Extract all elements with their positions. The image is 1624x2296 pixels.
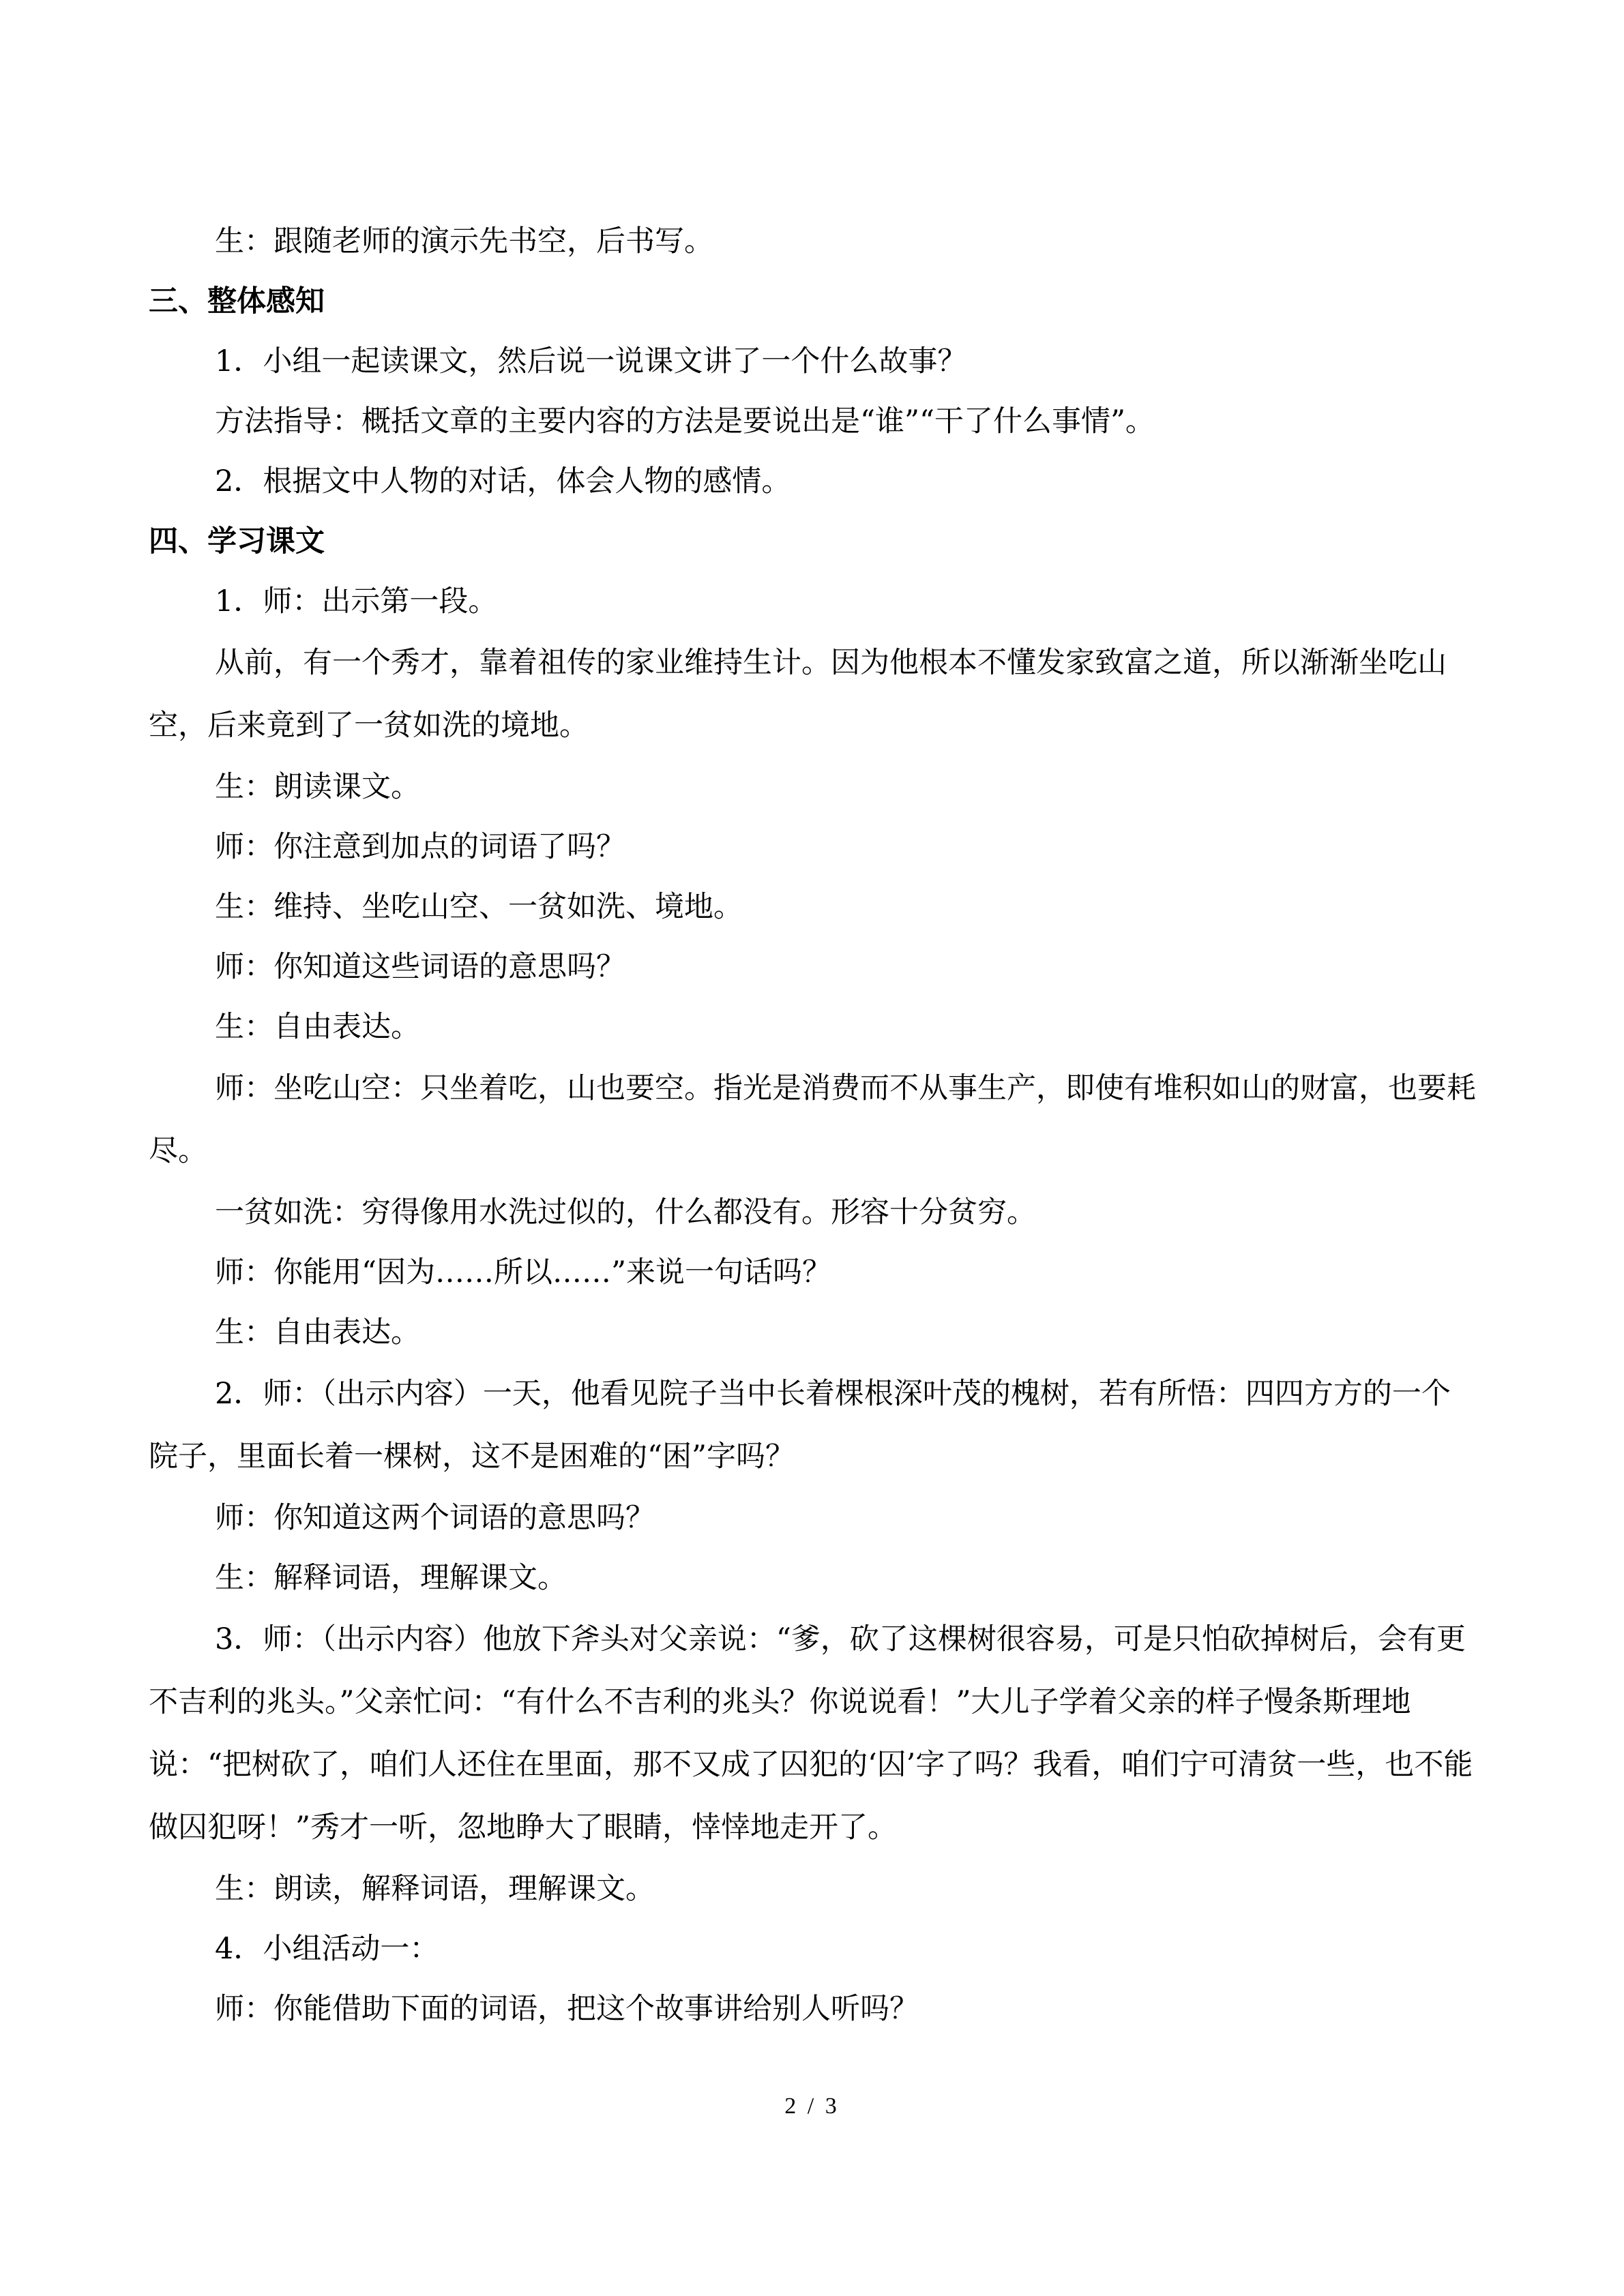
body-paragraph: 师：你知道这两个词语的意思吗？ — [215, 1501, 655, 1535]
body-paragraph: 生：跟随老师的演示先书空，后书写。 — [215, 224, 713, 258]
body-paragraph: 师：坐吃山空：只坐着吃，山也要空。指光是消费而不从事生产，即使有堆积如山的财富，也要耗尽。 — [149, 1071, 1476, 1168]
body-paragraph: 3．师：（出示内容）他放下斧头对父亲说：“爹，砍了这棵树很容易，可是只怕砍掉树后，会有更不吉利的兆头。”父亲忙问：“有什么不吉利的兆头？你说说看！”大儿子学着父亲的样子慢条斯理地说：“把树砍了，咱们人还住在里面，那不又成了囚犯的‘囚’字了吗？我看，咱们宁可清贫一些，也不能做囚犯呀！”秀才一听，忽地睁大了眼睛，悻悻地走开了。 — [149, 1622, 1473, 1845]
body-paragraph: 2．根据文中人物的对话，体会人物的感情。 — [215, 464, 791, 498]
body-paragraph: 4．小组活动一： — [215, 1932, 439, 1966]
body-paragraph: 1．师：出示第一段。 — [215, 584, 498, 618]
body-paragraph: 师：你能用“因为……所以……”来说一句话吗？ — [215, 1255, 831, 1289]
document-body — [149, 211, 1479, 2039]
body-paragraph: 一贫如洗：穷得像用水洗过似的，什么都没有。形容十分贫穷。 — [215, 1195, 1036, 1229]
body-paragraph: 生：自由表达。 — [215, 1010, 420, 1044]
body-paragraph: 师：你能借助下面的词语，把这个故事讲给别人听吗？ — [215, 1992, 919, 2026]
body-paragraph: 方法指导：概括文章的主要内容的方法是要说出是“谁”“干了什么事情”。 — [215, 404, 1155, 438]
body-paragraph: 生：解释词语，理解课文。 — [215, 1561, 567, 1595]
body-paragraph: 从前，有一个秀才，靠着祖传的家业维持生计。因为他根本不懂发家致富之道，所以渐渐坐吃山空，后来竟到了一贫如洗的境地。 — [149, 646, 1447, 743]
body-paragraph: 生：自由表达。 — [215, 1315, 420, 1350]
body-paragraph: 师：你知道这些词语的意思吗？ — [215, 950, 625, 984]
body-paragraph: 师：你注意到加点的词语了吗？ — [215, 830, 625, 864]
body-paragraph: 1．小组一起读课文，然后说一说课文讲了一个什么故事？ — [215, 344, 967, 378]
body-paragraph: 生：维持、坐吃山空、一贫如洗、境地。 — [215, 890, 743, 924]
page-number: 2 / 3 — [784, 2093, 840, 2119]
body-paragraph: 生：朗读课文。 — [215, 770, 420, 804]
body-paragraph: 2．师：（出示内容）一天，他看见院子当中长着棵根深叶茂的槐树，若有所悟：四四方方的一个院子，里面长着一棵树，这不是困难的“困”字吗？ — [149, 1377, 1451, 1474]
section-heading: 四、学习课文 — [149, 524, 325, 558]
body-paragraph: 生：朗读，解释词语，理解课文。 — [215, 1872, 655, 1906]
section-heading: 三、整体感知 — [149, 284, 325, 318]
